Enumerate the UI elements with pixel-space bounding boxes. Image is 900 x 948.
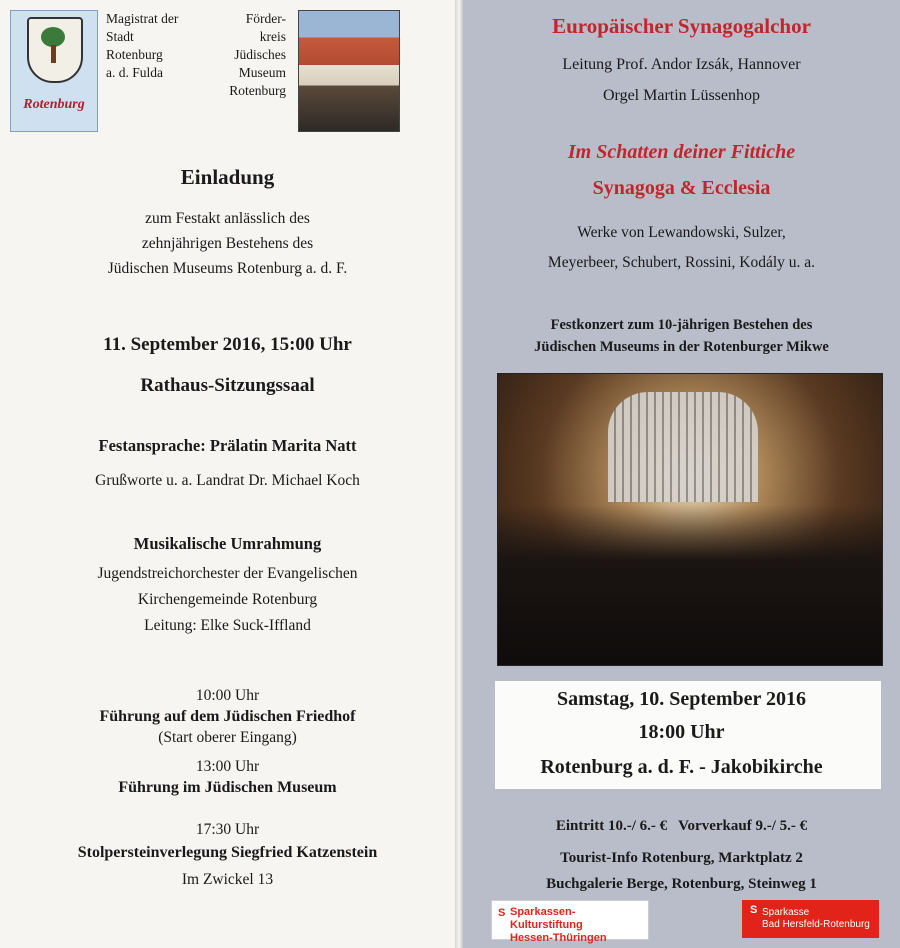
sparkasse-icon: S — [498, 907, 506, 919]
invitation-title: Einladung — [180, 165, 275, 189]
program-subtitle: Synagoga & Ecclesia — [592, 177, 771, 199]
choir-name: Europäischer Synagogalchor — [552, 14, 811, 38]
city-crest — [10, 10, 98, 132]
music-title: Musikalische Umrahmung — [133, 534, 322, 553]
event-museum: 13:00 Uhr Führung im Jüdischen Museum — [118, 758, 337, 796]
fold-line — [455, 0, 463, 948]
organ-pipes — [608, 392, 758, 502]
music-lines: Jugendstreichorchester der Evangelischen Kirchengemeinde Rotenburg Leitung: Elke Suck-Iffland — [97, 565, 358, 634]
event-date: 11. September 2016, 15:00 Uhr — [103, 334, 352, 355]
festkonzert: Festkonzert zum 10-jährigen Bestehen des Jüdischen Museums in der Rotenburger Mikwe — [534, 317, 829, 355]
sponsor-kulturstiftung: S Sparkassen-Kulturstiftung Hessen-Thüringen — [491, 900, 649, 940]
leitung: Leitung Prof. Andor Izsák, Hannover — [562, 56, 801, 73]
museum-photo — [298, 10, 400, 132]
ticket-prices: Eintritt 10.-/ 6.- € Vorverkauf 9.-/ 5.- € — [555, 818, 808, 834]
concert-date: Samstag, 10. September 2016 — [556, 688, 807, 710]
program-title: Im Schatten deiner Fittiche — [567, 141, 796, 163]
works: Werke von Lewandowski, Sulzer, Meyerbeer, Schubert, Rossini, Kodály u. a. — [547, 224, 816, 271]
orgel: Orgel Martin Lüssenhop — [602, 87, 760, 104]
concert-time: 18:00 Uhr — [638, 721, 725, 743]
choir-photo — [497, 373, 883, 666]
event-venue: Rathaus-Sitzungssaal — [140, 375, 315, 396]
grussworte: Grußworte u. a. Landrat Dr. Michael Koch — [95, 472, 360, 489]
choir-figures — [498, 505, 882, 665]
sponsor-sparkasse: S Sparkasse Bad Hersfeld-Rotenburg — [742, 900, 879, 938]
event-stolperstein: 17:30 Uhr Stolpersteinverlegung Siegfried Katzenstein Im Zwickel 13 — [77, 821, 378, 888]
header-magistrat: Magistrat der Stadt Rotenburg a. d. Fulda — [106, 11, 179, 80]
sparkasse-icon: S — [750, 904, 758, 916]
event-friedhof: 10:00 Uhr Führung auf dem Jüdischen Friedhof (Start oberer Eingang) — [99, 687, 356, 746]
tree-icon — [41, 27, 65, 47]
festansprache: Festansprache: Prälatin Marita Natt — [98, 436, 357, 455]
rotenburg-logo: Rotenburg — [23, 97, 85, 112]
presale-locations: Tourist-Info Rotenburg, Marktplatz 2 Buchgalerie Berge, Rotenburg, Steinweg 1 — [546, 850, 817, 892]
concert-place: Rotenburg a. d. F. - Jakobikirche — [540, 756, 823, 778]
invitation-intro: zum Festakt anlässlich des zehnjährigen Bestehens des Jüdischen Museums Rotenburg a. d. F. — [107, 210, 348, 277]
header-foerderkreis: Förder- kreis Jüdisches Museum Rotenburg — [229, 11, 286, 98]
